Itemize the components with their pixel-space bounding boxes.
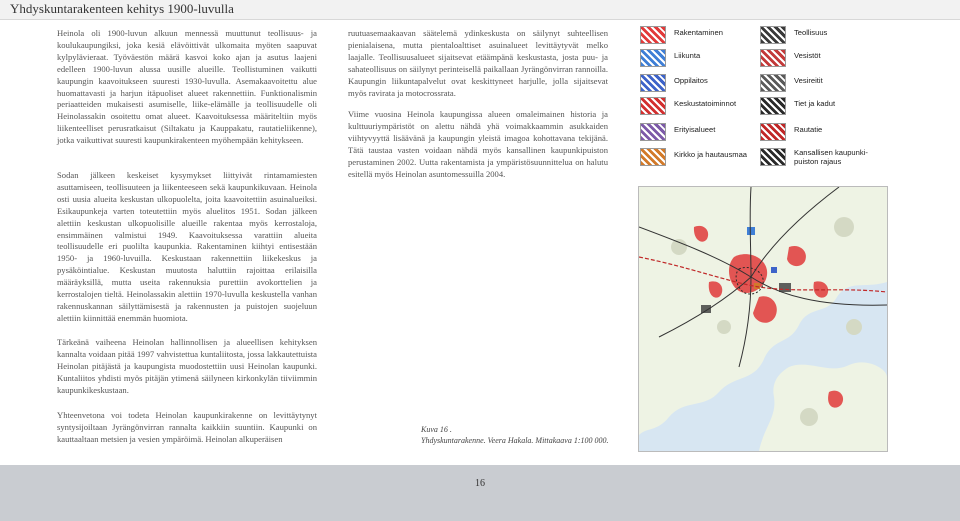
legend-swatch xyxy=(640,148,666,166)
map-legend xyxy=(640,24,870,172)
legend-swatch xyxy=(640,74,666,92)
figure-caption xyxy=(421,424,609,446)
body-paragraph-5: ruutuasemaakaavan säätelemä ydinkeskusta on säilynyt suhteellisen pienialaisena, mutta pientaloalttiset asuinalueet levittäytyvät melko laajalle. Teollisuusalueet sijaitsevat etäämpänä keskustasta, josta puu- ja sahateollisuus on säilynyt perinteisellä paikallaan Jyrängönvirran rannoilla. Kaupungin liikuntapalvelut ovat keskittyneet harjulle, jolla sijaitsevat myös ravirata ja motocrossrata. xyxy=(348,28,608,98)
legend-swatch xyxy=(760,49,786,67)
legend-label: Tiet ja kadut xyxy=(794,99,836,108)
legend-label: Rakentaminen xyxy=(674,28,723,37)
legend-label: Kansallisen kaupunki- puiston rajaus xyxy=(794,148,868,166)
header-title: Yhdyskuntarakenteen kehitys 1900-luvulla xyxy=(10,1,234,16)
legend-label: Vesireitit xyxy=(794,76,823,85)
land-use-map xyxy=(638,186,888,452)
legend-swatch xyxy=(640,97,666,115)
body-paragraph-4: Yhteenvetona voi todeta Heinolan kaupunkirakenne on levittäytynyt syntysijoiltaan Jyrängönvirran rannalta kaikkiin suuntiin. Kaupunki on kauttaaltaan metsien ja vesien ympäröimä. Heinolan alkuperäisen xyxy=(57,410,317,444)
legend-label: Oppilaitos xyxy=(674,76,708,85)
map-graphic xyxy=(639,187,887,451)
legend-swatch xyxy=(760,26,786,44)
body-paragraph-1: Heinola oli 1900-luvun alkuun mennessä muuttunut teollisuus- ja koulukaupungiksi, joka kesiä elävöittivät ulkomaita myöten saapuvat kylpylävieraat. Työväestön määrä kasvoi koko ajan ja asutus laajeni edelleen 1900-luvun alussa uusille alueille. Teollistuminen vaikutti kaupungin kaavoitukseen suuresti 1930-luvulla. Asemakaavoitettu alue huomattavasti ja harjun itäpuoliset alueet rakennettiin. Funktionalismin periaatteiden mukaisesti asumiselle, liike-elämälle ja teollisuudelle oli Heinolassakin osoitettu omat alueet. Kaavoituksessa määriteltiin myös liikenteelliset perusratkaisut (Siltakatu ja Kauppakatu, rautatieliikenne), jotka vaikuttivat suuresti kaupunkirakenteen myöhempään kehitykseen. xyxy=(57,28,317,146)
legend-swatch xyxy=(640,123,666,141)
legend-label: Kirkko ja hautausmaa xyxy=(674,150,748,159)
legend-label: Rautatie xyxy=(794,125,823,134)
legend-label: Liikunta xyxy=(674,51,701,60)
legend-swatch xyxy=(760,123,786,141)
legend-label: Vesistöt xyxy=(794,51,821,60)
body-paragraph-2: Sodan jälkeen keskeiset kysymykset liittyivät rintamamiesten asuttamiseen, teollisuuteen ja liikenteeseen sekä kaupunkikuvaan. Heinola osti uusia alueita keskustan ulkopuolelta, joita kaavoitettiin asuinalueiksi. Esikaupunkeja varten toteutettiin myös aluelitos 1951. Sodan jälkeen alettiin keskustan ulkopuolisille alueille rakentaa myös kerrostaloja, ensimmäinen valmistui 1949. Kaavoituksessa varattiin alueita teollisuudelle eri puolilta kaupunkia. Rakentaminen kiihtyi entisestään 1950- ja 1960-luvuilla. Keskustaan rakennettiin liikekeskus ja pysäköintialue. Keskustan muutosta haluttiin rajoittaa erilaisilla määräyksillä, mutta useita rakennuksia purettiin avokorttelien ja kerrostalojen tieltä. Heinolassakin alettiin 1970-luvulla keskustella vanhan rakennuskannan säilyttämisestä ja rakennusten ja puistojen suojeluun alettiin kiinnittää enemmän huomiota. xyxy=(57,170,317,323)
legend-label: Erityisalueet xyxy=(674,125,716,134)
legend-swatch xyxy=(640,26,666,44)
caption-subtitle: Yhdyskuntarakenne. Veera Hakala. Mittakaava 1:100 000. xyxy=(421,436,609,445)
legend-swatch xyxy=(760,148,786,166)
page-footer xyxy=(0,465,960,521)
legend-swatch xyxy=(760,74,786,92)
legend-swatch xyxy=(760,97,786,115)
legend-label: Keskustatoiminnot xyxy=(674,99,737,108)
caption-title: Kuva 16 . xyxy=(421,425,452,434)
legend-label: Teollisuus xyxy=(794,28,828,37)
page-header xyxy=(0,0,960,20)
body-paragraph-6: Viime vuosina Heinola kaupungissa alueen omaleimainen historia ja kulttuuriympäristöt on alettu nähdä yhä voimakkaammin asukkaiden viihtyvyyttä lisäävänä ja kaupungin yleistä imagoa kohottavana tekijänä. Tätä taustaa vasten voidaan nähdä myös kansallinen kaupunkipuiston perustaminen 2002. Uutta rakentamista ja ympäristösuunnittelua on halutu esitellä myös Heinolan asuntomessuilla 2004. xyxy=(348,109,608,179)
page-number: 16 xyxy=(475,478,485,489)
legend-swatch xyxy=(640,49,666,67)
body-paragraph-3: Tärkeänä vaiheena Heinolan hallinnollisen ja alueellisen kehityksen kannalta voidaan pitää 1997 vahvistettua kuntaliitosta, jossa lakkautettuista Heinolan pitäjästä ja kaupungista muodostettiin uusi Heinolan kaupunki. Kuntaliitos yhdisti myös pitäjän ytimenä säilyneen kirkonkylän tiiviimmin kaupunkikeskustaan. xyxy=(57,337,317,395)
